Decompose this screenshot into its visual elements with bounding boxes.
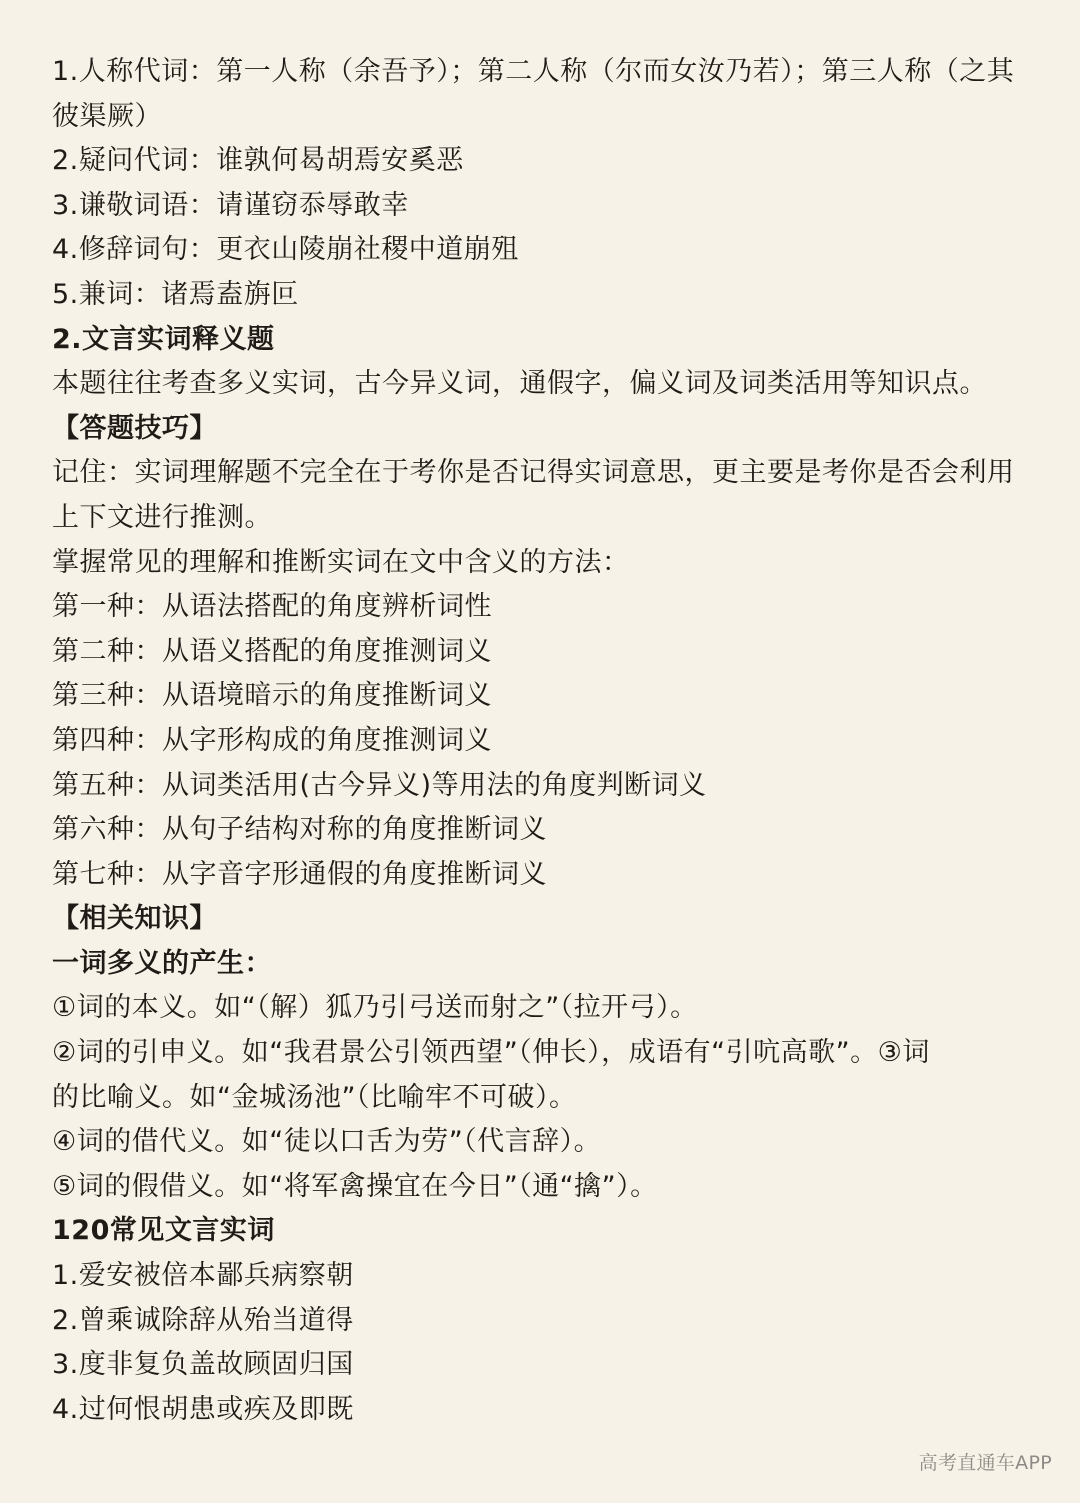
text-line-8: 本题往往考查多义实词，古今异义词，通假字，偏义词及词类活用等知识点。 [52,368,987,400]
text-line-25: ④词的借代义。如“徒以口舌为劳”（代言辞）。 [52,1126,602,1158]
method-item-1: 第一种：从语法搭配的角度辨析词性 [52,591,492,623]
text-line-10: 记住：实词理解题不完全在于考你是否记得实词意思，更主要是考你是否会利用 [52,457,1015,489]
text-line-5: 4.修辞词句：更衣山陵崩社稷中道崩殂 [52,234,519,266]
text-line-4: 3.谦敬词语：请谨窃忝辱敢幸 [52,189,409,221]
word-list-1: 1.爱安被倍本鄙兵病察朝 [52,1260,354,1292]
text-line-1: 1.人称代词：第一人称（余吾予）；第二人称（尔而女汝乃若）；第三人称（之其 [52,56,1015,87]
section-heading-shici: 2.文言实词释义题 [52,323,275,355]
text-line-11: 上下文进行推测。 [52,501,272,533]
text-line-26: ⑤词的假借义。如“将军禽操宜在今日”（通“擒”）。 [52,1170,658,1202]
text-line-24: 的比喻义。如“金城汤池”（比喻牢不可破）。 [52,1081,577,1113]
method-item-6: 第六种：从句子结构对称的角度推断词义 [52,814,547,846]
section-heading-120-shici: 120常见文言实词 [52,1215,275,1247]
text-line-3: 2.疑问代词：谁孰何曷胡焉安奚恶 [52,145,464,177]
watermark-text: 高考直通车APP [918,1452,1052,1474]
method-item-3: 第三种：从语境暗示的角度推断词义 [52,680,492,712]
word-list-3: 3.度非复负盖故顾固归国 [52,1349,354,1381]
word-list-4: 4.过何恨胡患或疾及即既 [52,1393,354,1425]
method-item-4: 第四种：从字形构成的角度推测词义 [52,724,492,756]
text-line-2: 彼渠厥） [52,100,162,132]
text-line-23: ②词的引申义。如“我君景公引领西望”（伸长），成语有“引吭高歌”。③词 [52,1037,930,1069]
word-list-2: 2.曾乘诚除辞从殆当道得 [52,1304,354,1336]
text-line-22: ①词的本义。如“（解）狐乃引弓送而射之”（拉开弓）。 [52,992,698,1024]
document-body [52,50,1032,1432]
section-heading-dati-jiqiao: 【答题技巧】 [52,412,217,444]
section-heading-xiangguan-zhishi: 【相关知识】 [52,903,217,935]
text-line-6: 5.兼词：诸焉盍旃叵 [52,278,299,310]
method-item-7: 第七种：从字音字形通假的角度推断词义 [52,858,547,890]
method-item-2: 第二种：从语义搭配的角度推测词义 [52,635,492,667]
text-line-12: 掌握常见的理解和推断实词在文中含义的方法： [52,546,630,578]
subheading-yici-duoyi: 一词多义的产生： [52,947,272,979]
method-item-5: 第五种：从词类活用(古今异义)等用法的角度判断词义 [52,769,707,801]
